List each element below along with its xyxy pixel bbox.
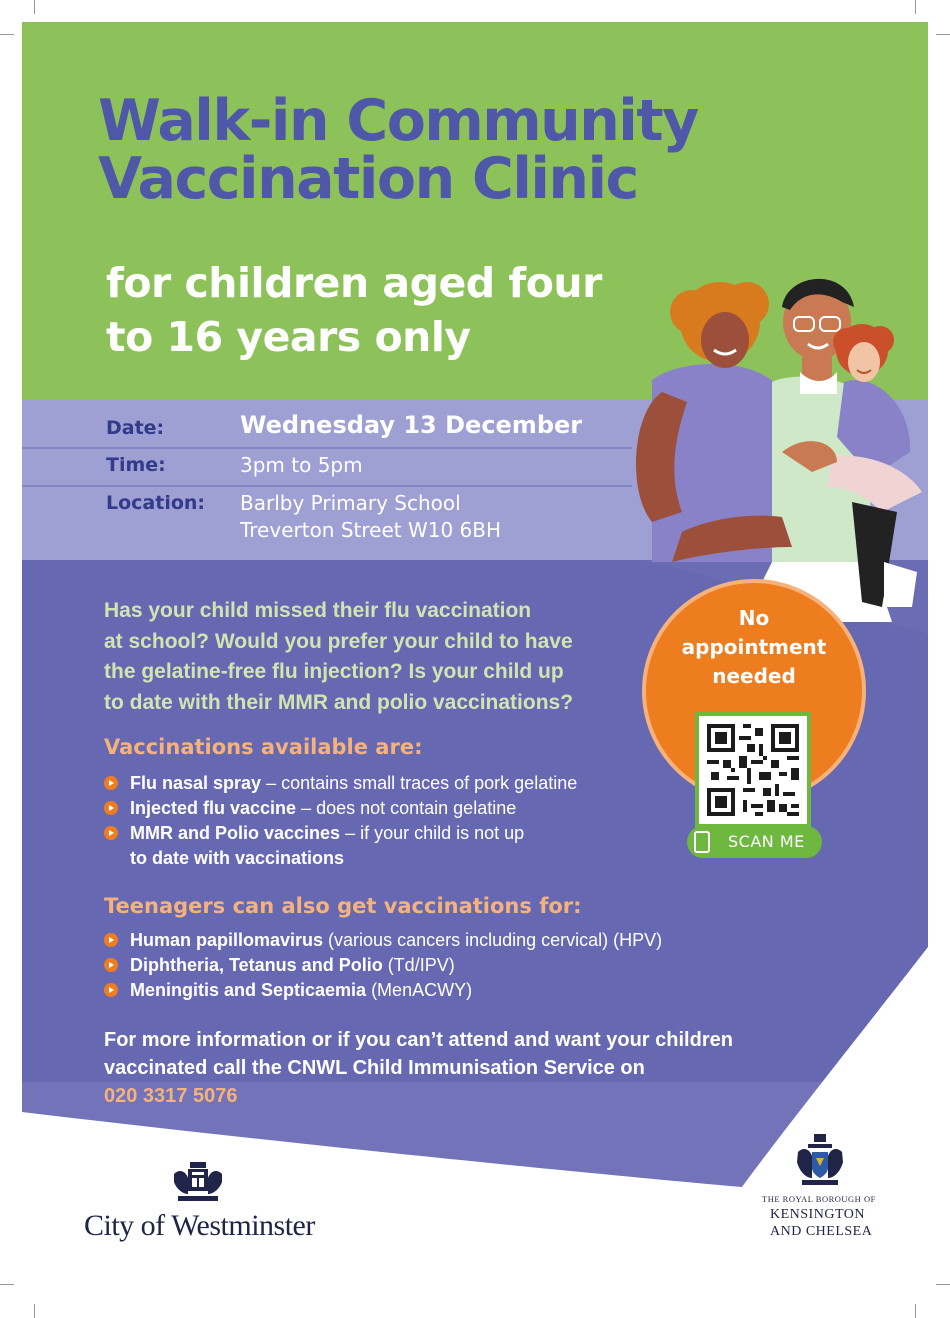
subtitle-line: to 16 years only <box>106 313 471 361</box>
vaccine-name: Injected flu vaccine <box>130 798 297 818</box>
kensington-small-text: THE ROYAL BOROUGH OF <box>762 1194 876 1204</box>
vaccine-extra: to date with vaccinations <box>130 848 345 868</box>
intro-line: Has your child missed their flu vaccination <box>104 599 532 622</box>
time-value: 3pm to 5pm <box>240 453 363 477</box>
arrow-bullet-icon <box>104 983 118 997</box>
list-item <box>104 953 662 978</box>
page-title <box>98 88 698 212</box>
kensington-line: AND CHELSEA <box>770 1224 873 1239</box>
vaccinations-heading: Vaccinations available are: <box>104 735 423 759</box>
intro-text <box>104 596 624 718</box>
contact-line <box>104 1054 733 1138</box>
badge-line: appointment <box>681 635 827 659</box>
kensington-line: KENSINGTON <box>770 1207 865 1222</box>
teenagers-list <box>104 928 662 1003</box>
title-line: Vaccination Clinic <box>98 146 638 212</box>
phone-icon <box>694 831 710 853</box>
list-item <box>104 928 662 953</box>
qr-code-icon <box>699 716 807 824</box>
vaccine-detail: (various cancers including cervical) (HPV) <box>323 930 663 950</box>
poster <box>22 22 928 1296</box>
intro-line: at school? Would you prefer your child to have <box>104 629 573 653</box>
contact-prefix: vaccinated call the CNWL Child Immunisation Service on <box>104 1057 645 1079</box>
arrow-bullet-icon <box>104 776 118 790</box>
page-subtitle <box>106 256 602 364</box>
arrow-bullet-icon <box>104 933 118 947</box>
vaccine-detail: (Td/IPV) <box>382 955 455 975</box>
contact-line: For more information or if you can’t attend and want your children <box>104 1029 733 1051</box>
list-item <box>104 796 577 821</box>
arrow-bullet-icon <box>104 826 118 840</box>
arrow-bullet-icon <box>104 958 118 972</box>
vaccine-name: MMR and Polio vaccines <box>130 823 341 843</box>
list-item <box>104 978 662 1003</box>
arrow-bullet-icon <box>104 801 118 815</box>
badge-line: No <box>738 606 770 630</box>
location-line: Treverton Street W10 6BH <box>240 518 502 542</box>
scan-me-button[interactable] <box>687 826 822 858</box>
vaccine-name: Human papillomavirus <box>130 930 324 950</box>
subtitle-line: for children aged four <box>106 259 602 307</box>
vaccine-detail: – if your child is not up <box>340 823 525 843</box>
contact-text <box>104 1026 733 1138</box>
list-item <box>104 821 577 871</box>
location-line: Barlby Primary School <box>240 491 461 515</box>
family-illustration <box>622 262 928 622</box>
intro-line: the gelatine-free flu injection? Is your child up <box>104 660 564 683</box>
teenagers-heading: Teenagers can also get vaccinations for: <box>104 894 582 918</box>
vaccine-name: Flu nasal spray <box>130 773 262 793</box>
westminster-logo: City of Westminster <box>84 1209 315 1242</box>
westminster-crest-icon <box>170 1160 226 1204</box>
vaccine-detail: – contains small traces of pork gelatine <box>261 773 578 793</box>
kensington-logo <box>770 1206 872 1240</box>
phone-number-link[interactable]: 020 3317 5076 <box>104 1085 238 1107</box>
vaccine-detail: (MenACWY) <box>366 980 473 1000</box>
location-label: Location: <box>106 492 206 514</box>
date-value: Wednesday 13 December <box>240 411 583 439</box>
vaccine-name: Meningitis and Septicaemia <box>130 980 367 1000</box>
title-line: Walk-in Community <box>98 88 698 154</box>
list-item <box>104 771 577 796</box>
time-label: Time: <box>106 454 166 476</box>
vaccinations-list <box>104 771 577 871</box>
badge-line: needed <box>712 664 796 688</box>
vaccine-name: Diphtheria, Tetanus and Polio <box>130 955 383 975</box>
scan-me-label: SCAN ME <box>728 832 805 851</box>
vaccine-detail: – does not contain gelatine <box>296 798 517 818</box>
contact-suffix: . <box>104 1113 110 1135</box>
intro-line: to date with their MMR and polio vaccinations? <box>104 690 574 714</box>
date-label: Date: <box>106 417 165 439</box>
kensington-crest-icon <box>792 1132 848 1188</box>
qr-code[interactable] <box>695 712 811 828</box>
badge-text <box>662 604 846 691</box>
